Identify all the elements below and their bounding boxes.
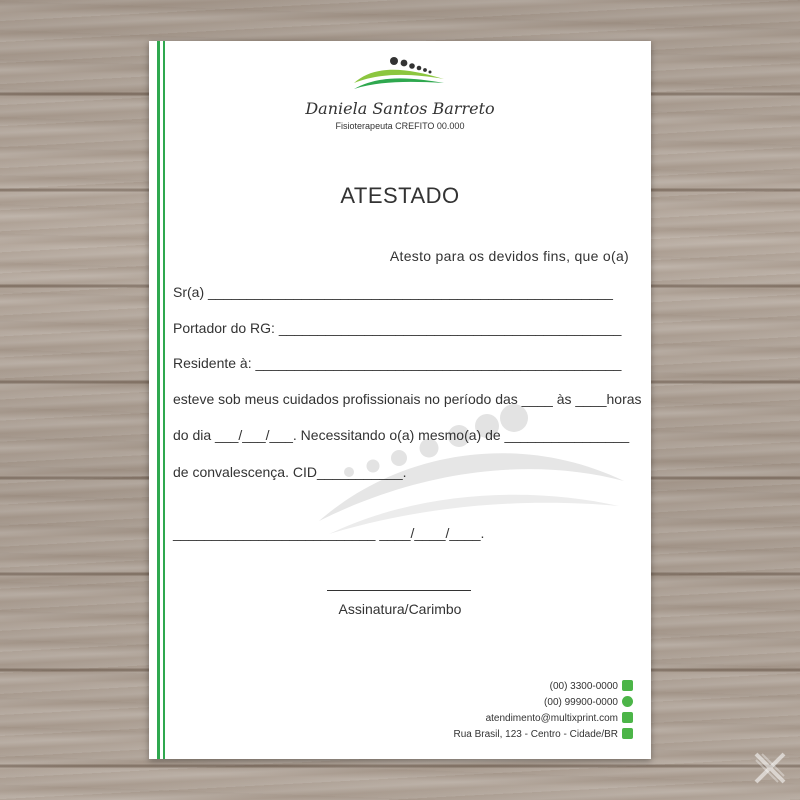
- whatsapp-icon: [622, 696, 633, 707]
- text-line-care-period: esteve sob meus cuidados profissionais no período das ____ às ____horas: [173, 391, 642, 407]
- green-border-stripe: [157, 41, 160, 759]
- contact-phone: [333, 680, 633, 694]
- text-line-name: Sr(a) ____________________________________________________: [173, 284, 613, 300]
- contact-address: [333, 728, 633, 742]
- text-line-rg: Portador do RG: ____________________________________________: [173, 320, 622, 336]
- brand-subtitle: Fisioterapeuta CREFITO 00.000: [335, 121, 465, 131]
- green-border-stripe-thin: [163, 41, 165, 759]
- envelope-icon: [622, 712, 633, 723]
- certificate-sheet: [149, 41, 651, 759]
- brand-name: Daniela Santos Barreto: [305, 99, 495, 118]
- text-line-residence: Residente à: _______________________________________________: [173, 355, 622, 371]
- contact-whatsapp: [333, 696, 633, 710]
- text-line-cid: de convalescença. CID___________.: [173, 464, 407, 480]
- contact-phone-text: (00) 3300-0000: [549, 681, 618, 692]
- physiotherapy-logo-icon: [349, 53, 449, 93]
- watermark-x-icon: [752, 750, 788, 786]
- text-line-date: do dia ___/___/___. Necessitando o(a) mesmo(a) de ________________: [173, 427, 630, 443]
- location-pin-icon: [622, 728, 633, 739]
- signature-label: Assinatura/Carimbo: [338, 601, 462, 617]
- contact-email: [333, 712, 633, 726]
- text-line-place-date: __________________________ ____/____/____.: [173, 525, 485, 541]
- contact-email-text: atendimento@multixprint.com: [485, 713, 618, 724]
- phone-icon: [622, 680, 633, 691]
- contact-address-text: Rua Brasil, 123 - Centro - Cidade/BR: [453, 729, 618, 740]
- text-line-attest: Atesto para os devidos fins, que o(a): [389, 248, 629, 264]
- document-title: ATESTADO: [340, 183, 460, 208]
- contact-whatsapp-text: (00) 99900-0000: [544, 697, 618, 708]
- signature-line: [327, 590, 471, 591]
